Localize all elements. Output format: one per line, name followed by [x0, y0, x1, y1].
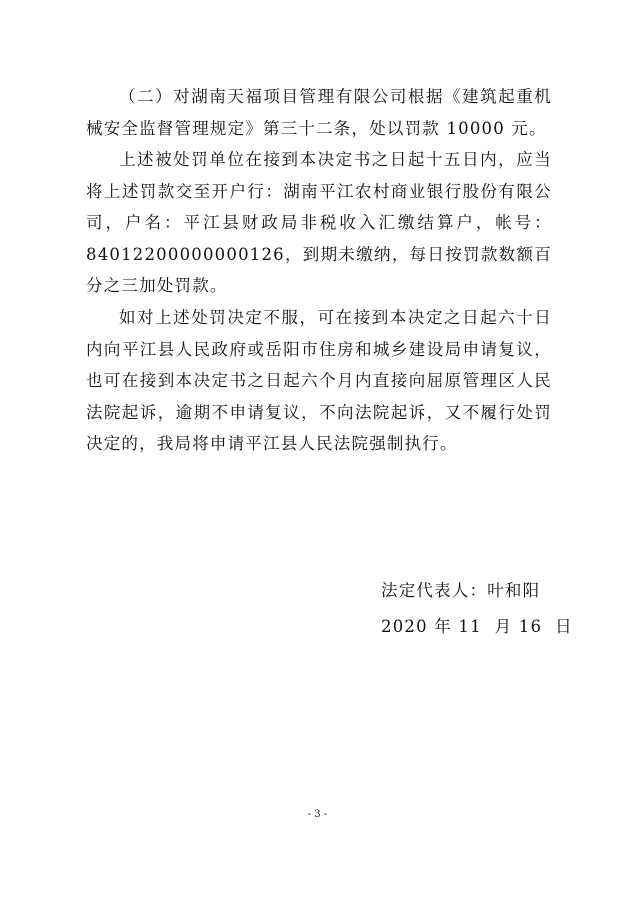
legal-representative: 法定代表人：叶和阳 — [381, 581, 541, 600]
document-date: 2020 年 11 月 16 日 — [381, 617, 573, 636]
paragraph-penalty-item: （二）对湖南天福项目管理有限公司根据《建筑起重机械安全监督管理规定》第三十二条，处以罚款 10000 元。 — [86, 87, 552, 138]
signature-block — [381, 573, 573, 645]
paragraph-appeal-rights: 如对上述处罚决定不服，可在接到本决定之日起六十日内向平江县人民政府或岳阳市住房和城乡建设局申请复议，也可在接到本决定书之日起六个月内直接向屈原管理区人民法院起诉，逾期不申请复议，不向法院起诉，又不履行处罚决定的，我局将申请平江县人民法院强制执行。 — [86, 308, 552, 453]
page-number: - 3 - — [307, 809, 328, 820]
paragraph-payment-instructions: 上述被处罚单位在接到本决定书之日起十五日内，应当将上述罚款交至开户行：湖南平江农村商业银行股份有限公司，户名：平江县财政局非税收入汇缴结算户，帐号：84012200000000126，到期未缴纳，每日按罚款数额百分之三加处罚款。 — [86, 150, 552, 295]
